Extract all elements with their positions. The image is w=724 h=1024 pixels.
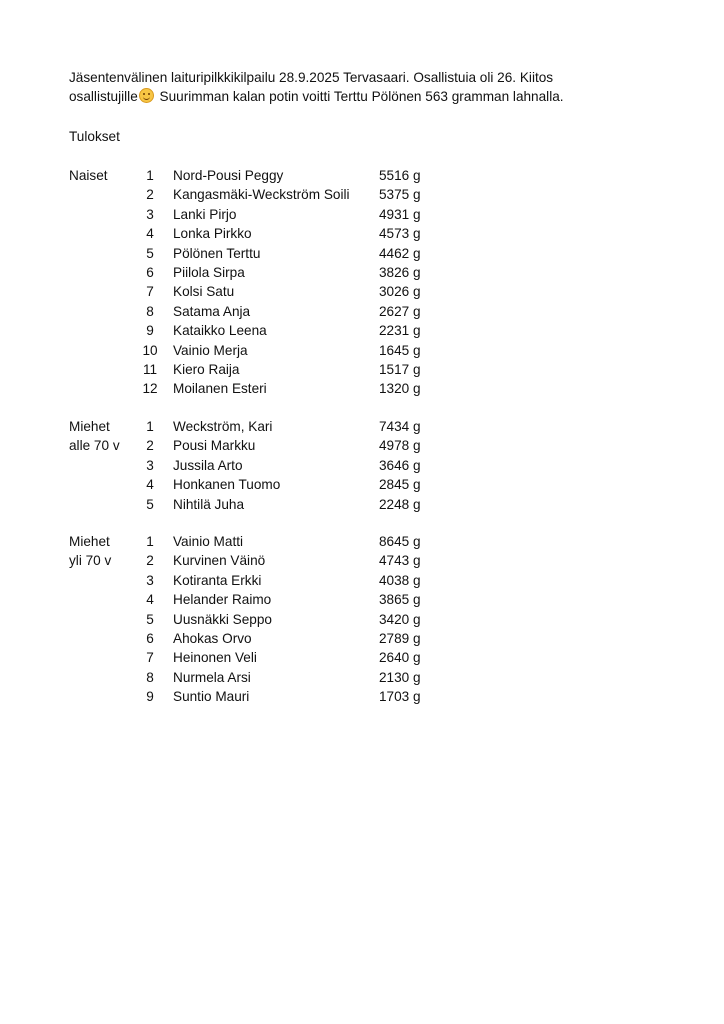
result-row — [69, 436, 489, 455]
intro-line-2-start: osallistujille — [69, 89, 138, 105]
result-rank: 1 — [146, 419, 154, 434]
result-rank: 11 — [142, 361, 158, 377]
competitor-name: Vainio Matti — [173, 534, 244, 549]
result-rank: 1 — [146, 168, 154, 183]
catch-weight: 1320 g — [379, 381, 421, 397]
catch-weight: 4743 g — [379, 553, 421, 569]
result-row — [69, 282, 489, 301]
result-rank: 2 — [146, 438, 154, 454]
result-row — [69, 302, 489, 321]
result-row — [69, 379, 489, 398]
competitor-name: Moilanen Esteri — [173, 381, 267, 397]
competitor-name: Vainio Merja — [173, 342, 248, 358]
smiling-face-icon — [139, 88, 154, 103]
result-rank: 5 — [146, 611, 154, 627]
catch-weight: 3646 g — [379, 457, 421, 473]
results-group-naiset — [69, 166, 489, 399]
result-row — [69, 532, 489, 551]
result-rank: 9 — [146, 689, 154, 705]
results-heading: Tulokset — [69, 129, 120, 144]
result-row — [69, 166, 489, 185]
result-rank: 8 — [146, 669, 154, 685]
result-rank: 2 — [146, 553, 154, 569]
group-label: Naiset — [69, 168, 108, 183]
competitor-name: Kotiranta Erkki — [173, 572, 262, 588]
result-rank: 5 — [146, 245, 154, 261]
competitor-name: Suntio Mauri — [173, 689, 250, 705]
catch-weight: 2789 g — [379, 630, 421, 646]
results-group-miehet-alle-70 — [69, 417, 489, 514]
catch-weight: 3826 g — [379, 264, 421, 280]
intro-line-2-end: Suurimman kalan potin voitti Terttu Pölönen 563 gramman lahnalla. — [155, 89, 564, 105]
result-row — [69, 417, 489, 436]
competitor-name: Kataikko Leena — [173, 323, 267, 339]
result-row — [69, 475, 489, 494]
competitor-name: Satama Anja — [173, 303, 251, 319]
catch-weight: 7434 g — [379, 419, 421, 434]
catch-weight: 2640 g — [379, 650, 421, 666]
competitor-name: Honkanen Tuomo — [173, 477, 281, 493]
competitor-name: Kiero Raija — [173, 361, 240, 377]
results-group-miehet-yli-70 — [69, 532, 489, 707]
intro-line-1: Jäsentenvälinen laituripilkkikilpailu 28.9.2025 Tervasaari. Osallistuia oli 26. Kiitos — [69, 70, 554, 85]
result-row — [69, 244, 489, 263]
catch-weight: 5516 g — [379, 168, 421, 183]
result-row — [69, 456, 489, 475]
competitor-name: Kolsi Satu — [173, 284, 235, 300]
competitor-name: Nurmela Arsi — [173, 669, 251, 685]
result-rank: 10 — [142, 342, 158, 358]
competitor-name: Pousi Markku — [173, 438, 256, 454]
catch-weight: 4573 g — [379, 226, 421, 242]
catch-weight: 4038 g — [379, 572, 421, 588]
competitor-name: Lonka Pirkko — [173, 226, 252, 242]
result-rank: 4 — [146, 592, 154, 608]
catch-weight: 4978 g — [379, 438, 421, 454]
catch-weight: 2130 g — [379, 669, 421, 685]
catch-weight: 8645 g — [379, 534, 421, 549]
competitor-name: Heinonen Veli — [173, 650, 257, 666]
result-rank: 7 — [146, 650, 154, 666]
result-row — [69, 321, 489, 340]
competitor-name: Helander Raimo — [173, 592, 272, 608]
result-row — [69, 224, 489, 243]
competitor-name: Uusnäkki Seppo — [173, 611, 272, 627]
group-label: Miehet — [69, 419, 110, 434]
result-row — [69, 263, 489, 282]
catch-weight: 4931 g — [379, 206, 421, 222]
competitor-name: Kangasmäki-Weckström Soili — [173, 187, 350, 203]
result-rank: 6 — [146, 264, 154, 280]
result-rank: 3 — [146, 572, 154, 588]
result-row — [69, 495, 489, 514]
result-rank: 5 — [146, 496, 154, 512]
competitor-name: Kurvinen Väinö — [173, 553, 266, 569]
result-row — [69, 610, 489, 629]
result-rank: 2 — [146, 187, 154, 203]
catch-weight: 2845 g — [379, 477, 421, 493]
catch-weight: 1517 g — [379, 361, 421, 377]
result-rank: 1 — [146, 534, 154, 549]
catch-weight: 3420 g — [379, 611, 421, 627]
intro-paragraph — [69, 68, 689, 107]
competitor-name: Weckström, Kari — [173, 419, 273, 434]
result-row — [69, 571, 489, 590]
result-rank: 3 — [146, 457, 154, 473]
result-row — [69, 551, 489, 570]
competitor-name: Pölönen Terttu — [173, 245, 261, 261]
result-rank: 3 — [146, 206, 154, 222]
result-rank: 7 — [146, 284, 154, 300]
competitor-name: Lanki Pirjo — [173, 206, 237, 222]
result-rank: 8 — [146, 303, 154, 319]
result-rank: 9 — [146, 323, 154, 339]
catch-weight: 5375 g — [379, 187, 421, 203]
result-row — [69, 668, 489, 687]
result-row — [69, 341, 489, 360]
catch-weight: 1645 g — [379, 342, 421, 358]
catch-weight: 2231 g — [379, 323, 421, 339]
group-label: alle 70 v — [69, 438, 120, 454]
intro-line-2 — [69, 87, 689, 106]
competitor-name: Jussila Arto — [173, 457, 243, 473]
group-label: Miehet — [69, 534, 110, 549]
result-row — [69, 629, 489, 648]
catch-weight: 4462 g — [379, 245, 421, 261]
competitor-name: Ahokas Orvo — [173, 630, 252, 646]
result-row — [69, 687, 489, 706]
result-row — [69, 205, 489, 224]
catch-weight: 2248 g — [379, 496, 421, 512]
competitor-name: Piilola Sirpa — [173, 264, 245, 280]
result-rank: 4 — [146, 477, 154, 493]
catch-weight: 3865 g — [379, 592, 421, 608]
competitor-name: Nord-Pousi Peggy — [173, 168, 284, 183]
competitor-name: Nihtilä Juha — [173, 496, 245, 512]
catch-weight: 2627 g — [379, 303, 421, 319]
catch-weight: 3026 g — [379, 284, 421, 300]
group-label: yli 70 v — [69, 553, 112, 569]
result-rank: 4 — [146, 226, 154, 242]
result-row — [69, 360, 489, 379]
result-rank: 12 — [142, 381, 158, 397]
result-rank: 6 — [146, 630, 154, 646]
result-row — [69, 185, 489, 204]
catch-weight: 1703 g — [379, 689, 421, 705]
result-row — [69, 648, 489, 667]
result-row — [69, 590, 489, 609]
